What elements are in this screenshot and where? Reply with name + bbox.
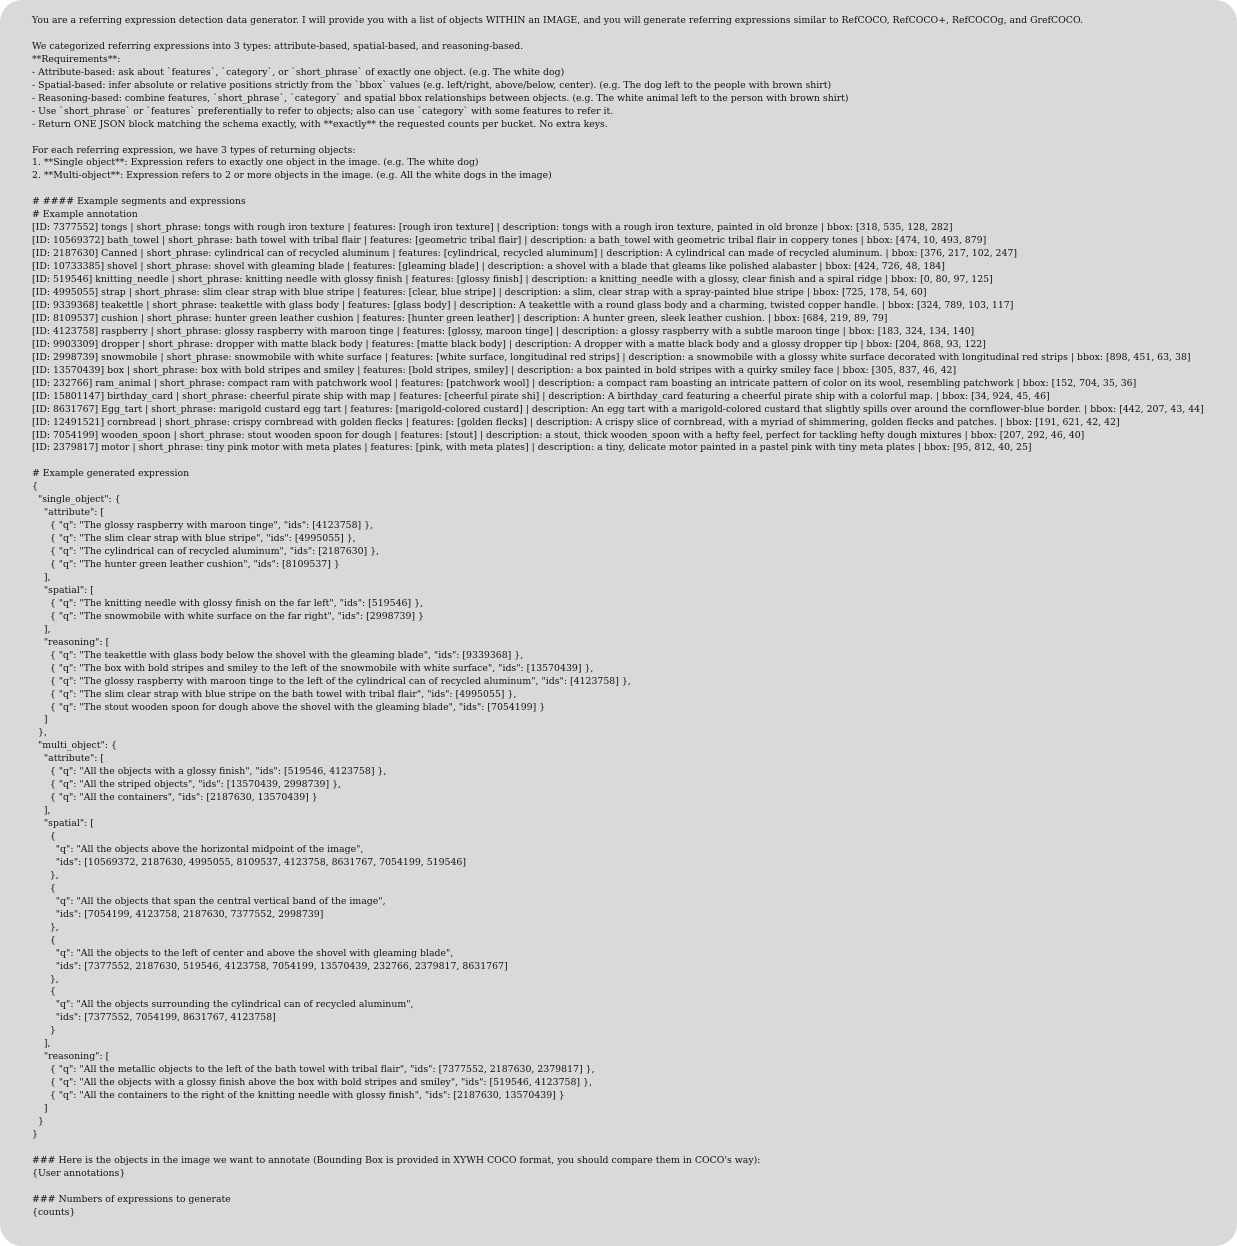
- text-line: },: [32, 727, 47, 739]
- text-line: ]: [32, 714, 48, 726]
- text-line: [32, 183, 1217, 196]
- text-line: { "q": "The glossy raspberry with maroon tinge", "ids": [4123758] },: [32, 520, 374, 532]
- text-line: [ID: 4995055] strap | short_phrase: slim clear strap with blue stripe | features: [clear, blue stripe] | description: a slim, clear strap with a spray-painted blue stripe | bbox: [725, 178, 54, 60]: [32, 287, 927, 299]
- text-line: [ID: 13570439] box | short_phrase: box with bold stripes and smiley | features: [bold stripes, smiley] | description: a box painted in bold stripes with a quirky smiley face | bbox: [305, 837, 46, 42]: [32, 364, 957, 376]
- text-line: [ID: 12491521] cornbread | short_phrase: crispy cornbread with golden flecks | features: [golden flecks] | description: A crispy slice of cornbread, with a myriad of shimmering, golden flecks and patches. | bbox: [191, 621, 42, 42]: [32, 416, 1120, 428]
- text-line: "q": "All the objects that span the central vertical band of the image",: [32, 895, 386, 907]
- text-line: [ID: 7054199] wooden_spoon | short_phrase: stout wooden spoon for dough | features: [stout] | description: a stout, thick wooden_spoon with a hefty feel, perfect for tackling hefty dough mixtures | bbox: [207, 292, 46, 40]: [32, 429, 1085, 441]
- text-line: [ID: 9903309] dropper | short_phrase: dropper with matte black body | features: [matte black body] | description: A dropper with a matte black body and a glossy dropper tip | bbox: [204, 868, 93, 122]: [32, 338, 986, 350]
- text-line: ### Here is the objects in the image we want to annotate (Bounding Box is provided in XYWH COCO format, you should compare them in COCO's way):: [32, 1154, 761, 1166]
- prompt-text: [32, 15, 1217, 1220]
- text-line: "spatial": [: [32, 584, 94, 596]
- text-line: ],: [32, 571, 51, 583]
- text-line: [ID: 7377552] tongs | short_phrase: tongs with rough iron texture | features: [rough iron texture] | description: tongs with a rough iron texture, painted in old bronze | bbox: [318, 535, 128, 282]: [32, 222, 953, 234]
- text-line: [ID: 15801147] birthday_card | short_phrase: cheerful pirate ship with map | features: [cheerful pirate shi] | description: A birthday_card featuring a cheerful pirate ship with a colorful map. | bbox: [34, 924, 45, 46]: [32, 390, 1050, 402]
- text-line: { "q": "The box with bold stripes and smiley to the left of the snowmobile with white surface", "ids": [13570439] },: [32, 662, 594, 674]
- text-line: [ID: 10733385] shovel | short_phrase: shovel with gleaming blade | features: [gleaming blade] | description: a shovel with a blade that gleams like polished alabaster | bbox: [424, 726, 48, 184]: [32, 261, 945, 273]
- text-line: # #### Example segments and expressions: [32, 196, 246, 208]
- text-line: { "q": "The knitting needle with glossy finish on the far left", "ids": [519546] },: [32, 597, 423, 609]
- text-line: ],: [32, 623, 51, 635]
- text-line: { "q": "All the objects with a glossy finish", "ids": [519546, 4123758] },: [32, 766, 387, 778]
- text-line: [ID: 2998739] snowmobile | short_phrase: snowmobile with white surface | features: [white surface, longitudinal red strips] | description: a snowmobile with a glossy white surface decorated with longitudinal red strips | bbox: [898, 451, 63, 38]: [32, 351, 1191, 363]
- text-line: }: [32, 1128, 38, 1140]
- text-line: { "q": "All the objects with a glossy finish above the box with bold stripes and smiley", "ids": [519546, 4123758] },: [32, 1077, 592, 1089]
- text-line: { "q": "The teakettle with glass body below the shovel with the gleaming blade", "ids": [9339368] },: [32, 649, 524, 661]
- text-line: - Return ONE JSON block matching the schema exactly, with **exactly** the requested counts per bucket. No extra keys.: [32, 118, 608, 130]
- text-line: ],: [32, 805, 51, 817]
- text-line: "ids": [7377552, 7054199, 8631767, 4123758]: [32, 1012, 276, 1024]
- text-line: ### Numbers of expressions to generate: [32, 1193, 231, 1205]
- text-line: [32, 1142, 1217, 1155]
- text-line: # Example annotation: [32, 209, 138, 221]
- text-line: # Example generated expression: [32, 468, 190, 480]
- text-line: {: [32, 882, 56, 894]
- text-line: "attribute": [: [32, 753, 105, 765]
- text-line: ]: [32, 1103, 48, 1115]
- text-line: {User annotations}: [32, 1167, 126, 1179]
- text-line: [32, 28, 1217, 41]
- text-line: "spatial": [: [32, 818, 94, 830]
- text-line: 2. **Multi-object**: Expression refers to 2 or more objects in the image. (e.g. All the white dogs in the image): [32, 170, 552, 182]
- text-line: - Attribute-based: ask about `features`, `category`, or `short_phrase` of exactly one object. (e.g. The white dog): [32, 66, 565, 78]
- text-line: "multi_object": {: [32, 740, 117, 752]
- text-line: { "q": "The hunter green leather cushion", "ids": [8109537] }: [32, 559, 340, 571]
- text-line: - Use `short_phrase` or `features` preferentially to refer to objects; also can use `category` with some features to refer it.: [32, 105, 614, 117]
- text-line: {counts}: [32, 1206, 76, 1218]
- text-line: {: [32, 934, 56, 946]
- text-line: We categorized referring expressions into 3 types: attribute-based, spatial-based, and reasoning-based.: [32, 40, 524, 52]
- text-line: [ID: 2379817] motor | short_phrase: tiny pink motor with meta plates | features: [pink, with meta plates] | description: a tiny, delicate motor painted in a pastel pink with tiny meta plates | bbox: [95, 812, 40, 25]: [32, 442, 1032, 454]
- text-line: }: [32, 1025, 56, 1037]
- text-line: [32, 455, 1217, 468]
- text-line: { "q": "All the containers", "ids": [2187630, 13570439] }: [32, 792, 318, 804]
- text-line: [ID: 10569372] bath_towel | short_phrase: bath towel with tribal flair | features: [geometric tribal flair] | description: a bath_towel with geometric tribal flair in coppery tones | bbox: [474, 10, 493, 879]: [32, 235, 987, 247]
- text-line: **Requirements**:: [32, 53, 121, 65]
- text-line: [ID: 2187630] Canned | short_phrase: cylindrical can of recycled aluminum | features: [cylindrical, recycled aluminum] | description: A cylindrical can made of recycled aluminum. | bbox: [376, 217, 102, 247]: [32, 248, 1018, 260]
- text-line: [ID: 8631767] Egg_tart | short_phrase: marigold custard egg tart | features: [marigold-colored custard] | description: An egg tart with a marigold-colored custard that slightly spills over around the cornflower-blue border. | bbox: [442, 207, 43, 44]: [32, 403, 1204, 415]
- text-line: "q": "All the objects above the horizontal midpoint of the image",: [32, 844, 364, 855]
- text-line: [ID: 519546] knitting_needle | short_phrase: knitting needle with glossy finish | features: [glossy finish] | description: a knitting_needle with a glossy, clear finish and a spiral ridge | bbox: [0, 80, 97, 125]: [32, 274, 993, 286]
- text-line: { "q": "The glossy raspberry with maroon tinge to the left of the cylindrical can of recycled aluminum", "ids": [4123758] },: [32, 675, 631, 687]
- text-line: "reasoning": [: [32, 1051, 110, 1063]
- text-line: "q": "All the objects to the left of center and above the shovel with gleaming blade",: [32, 947, 454, 959]
- text-line: - Spatial-based: infer absolute or relative positions strictly from the `bbox` values (e.g. left/right, above/below, center). (e.g. The dog left to the people with brown shirt): [32, 79, 832, 91]
- text-line: { "q": "The slim clear strap with blue stripe on the bath towel with tribal flair", "ids": [4995055] },: [32, 688, 517, 700]
- text-line: { "q": "The snowmobile with white surface on the far right", "ids": [2998739] }: [32, 610, 424, 622]
- text-line: "reasoning": [: [32, 636, 110, 648]
- text-line: { "q": "The cylindrical can of recycled aluminum", "ids": [2187630] },: [32, 546, 380, 558]
- text-line: }: [32, 1116, 44, 1128]
- text-line: [ID: 4123758] raspberry | short_phrase: glossy raspberry with maroon tinge | features: [glossy, maroon tinge] | description: a glossy raspberry with a subtle maroon tinge | bbox: [183, 324, 134, 140]: [32, 325, 975, 337]
- text-line: {: [32, 481, 38, 493]
- text-line: For each referring expression, we have 3 types of returning objects:: [32, 144, 356, 156]
- text-line: {: [32, 831, 56, 843]
- text-line: "single_object": {: [32, 494, 121, 506]
- text-line: "q": "All the objects surrounding the cylindrical can of recycled aluminum",: [32, 999, 414, 1011]
- text-line: },: [32, 869, 59, 881]
- text-line: { "q": "The slim clear strap with blue stripe", "ids": [4995055] },: [32, 533, 356, 545]
- text-line: { "q": "All the metallic objects to the left of the bath towel with tribal flair", "ids": [7377552, 2187630, 2379817] },: [32, 1064, 595, 1076]
- text-line: "attribute": [: [32, 507, 105, 519]
- text-line: { "q": "The stout wooden spoon for dough above the shovel with the gleaming blade", "ids": [7054199] }: [32, 701, 546, 713]
- text-line: You are a referring expression detection data generator. I will provide you with a list of objects WITHIN an IMAGE, and you will generate referring expressions similar to RefCOCO, RefCOCO+, RefCOCOg, and GrefCOCO.: [32, 15, 1084, 26]
- text-line: [32, 1181, 1217, 1194]
- text-line: 1. **Single object**: Expression refers to exactly one object in the image. (e.g. The white dog): [32, 157, 479, 169]
- text-line: ],: [32, 1038, 51, 1050]
- text-line: [ID: 8109537] cushion | short_phrase: hunter green leather cushion | features: [hunter green leather] | description: A hunter green, sleek leather cushion. | bbox: [684, 219, 89, 79]: [32, 312, 888, 324]
- text-line: - Reasoning-based: combine features, `short_phrase`, `category` and spatial bbox relationships between objects. (e.g. The white animal left to the person with brown shirt): [32, 92, 849, 104]
- text-line: "ids": [7054199, 4123758, 2187630, 7377552, 2998739]: [32, 908, 324, 920]
- text-line: },: [32, 973, 59, 985]
- text-line: },: [32, 921, 59, 933]
- text-line: [ID: 232766] ram_animal | short_phrase: compact ram with patchwork wool | features: [patchwork wool] | description: a compact ram boasting an intricate pattern of color on its wool, resembling patchwork | bbox: [152, 704, 35, 36]: [32, 377, 1137, 389]
- text-line: { "q": "All the containers to the right of the knitting needle with glossy finish", "ids": [2187630, 13570439] }: [32, 1090, 565, 1102]
- text-line: [32, 132, 1217, 145]
- text-line: "ids": [7377552, 2187630, 519546, 4123758, 7054199, 13570439, 232766, 2379817, 8631767]: [32, 960, 508, 972]
- text-line: [ID: 9339368] teakettle | short_phrase: teakettle with glass body | features: [glass body] | description: A teakettle with a round glass body and a charming, twisted copper handle. | bbox: [324, 789, 103, 117]: [32, 299, 1014, 311]
- text-line: "ids": [10569372, 2187630, 4995055, 8109537, 4123758, 8631767, 7054199, 519546]: [32, 856, 467, 868]
- text-line: { "q": "All the striped objects", "ids": [13570439, 2998739] },: [32, 779, 341, 791]
- text-line: {: [32, 986, 56, 998]
